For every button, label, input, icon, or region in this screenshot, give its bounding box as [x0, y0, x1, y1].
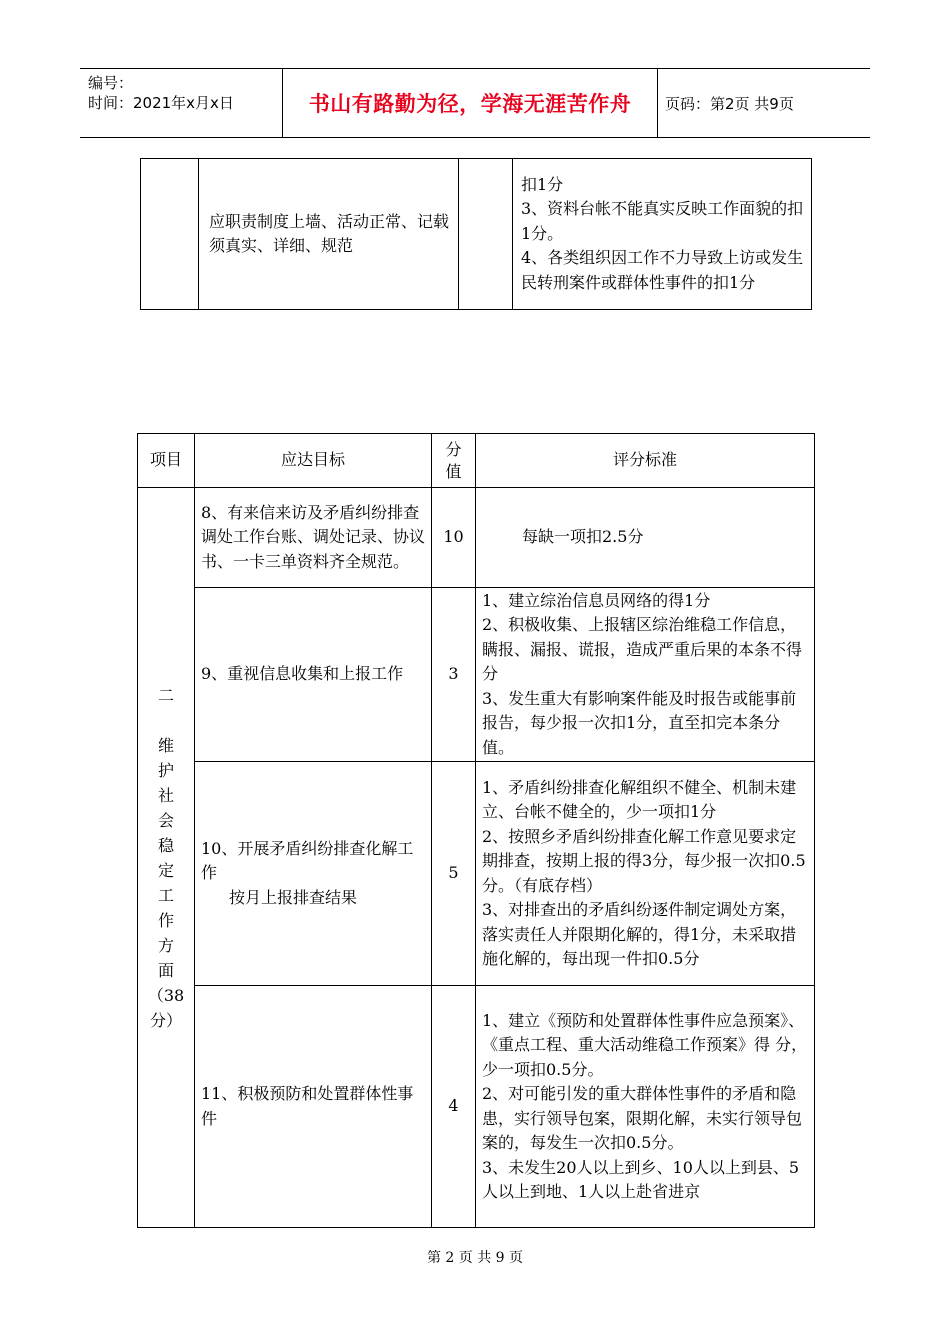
score-cell: 10 — [432, 488, 476, 588]
criteria-cell — [476, 762, 815, 986]
table-row — [141, 159, 812, 310]
target-text: 10、开展矛盾纠纷排查化解工作 — [201, 838, 414, 883]
page-header — [80, 68, 870, 138]
criteria-line: 扣1分 — [521, 174, 564, 194]
criteria-line: 3、发生重大有影响案件能及时报告或能事前报告，每少报一次扣1分，直至扣完本条分值。 — [482, 688, 797, 757]
page-indicator: 页码：第2页 共9页 — [665, 94, 794, 113]
time-label: 时间：2021年x月x日 — [88, 94, 234, 112]
category-char: 分） — [149, 1010, 182, 1030]
header-score: 分值 — [432, 434, 476, 488]
table-row — [138, 762, 815, 986]
category-char: 方 — [157, 935, 174, 955]
category-char: 定 — [157, 860, 174, 880]
score-cell — [459, 159, 513, 310]
table-row — [138, 588, 815, 762]
score-cell: 3 — [432, 588, 476, 762]
category-char: 社 — [157, 785, 174, 805]
continuation-table — [140, 158, 812, 310]
category-char: （38 — [147, 985, 185, 1005]
criteria-line: 1、建立《预防和处置群体性事件应急预案》、《重点工程、重大活动维稳工作预案》得 分，少一项扣0.5分。 — [482, 1010, 808, 1079]
criteria-cell — [476, 488, 815, 588]
table-row — [138, 986, 815, 1228]
target-text: 11、积极预防和处置群体性事件 — [201, 1084, 414, 1128]
header-criteria: 评分标准 — [476, 434, 815, 488]
criteria-line: 2、积极收集、上报辖区综治维稳工作信息，瞒报、漏报、谎报，造成严重后果的本条不得分 — [482, 615, 803, 684]
criteria-line: 3、对排查出的矛盾纠纷逐件制定调处方案，落实责任人并限期化解的，得1分，未采取措施化解的，每出现一件扣0.5分 — [482, 900, 797, 968]
category-char: 面 — [157, 960, 174, 980]
item-cell — [141, 159, 199, 310]
page-footer: 第 2 页 共 9 页 — [426, 1250, 524, 1266]
criteria-line: 1、矛盾纠纷排查化解组织不健全、机制未建立、台帐不健全的，少一项扣1分 — [482, 777, 797, 821]
category-char: 维 — [157, 735, 174, 755]
target-text: 8、有来信来访及矛盾纠纷排查调处工作台账、调处记录、协议书、一卡三单资料齐全规范。 — [201, 502, 426, 571]
category-cell — [138, 488, 195, 1228]
target-cell — [195, 588, 432, 762]
number-label: 编号： — [88, 74, 134, 92]
target-cell — [195, 762, 432, 986]
header-item: 项目 — [138, 434, 195, 488]
criteria-cell — [476, 986, 815, 1228]
header-target: 应达目标 — [195, 434, 432, 488]
criteria-cell — [513, 159, 812, 310]
scoring-table — [137, 433, 815, 1228]
score-cell: 4 — [432, 986, 476, 1228]
category-char: 工 — [157, 885, 174, 905]
target-cell — [195, 986, 432, 1228]
target-cell: 应职责制度上墙、活动正常、记载须真实、详细、规范 — [199, 159, 459, 310]
criteria-line: 每缺一项扣2.5分 — [522, 527, 644, 547]
criteria-line: 3、资料台帐不能真实反映工作面貌的扣1分。 — [521, 199, 804, 243]
criteria-line: 4、各类组织因工作不力导致上访或发生民转刑案件或群体性事件的扣1分 — [521, 248, 804, 292]
criteria-cell — [476, 588, 815, 762]
table-row — [138, 488, 815, 588]
category-num: 二 — [157, 685, 174, 705]
criteria-line: 1、建立综治信息员网络的得1分 — [482, 590, 711, 610]
criteria-line: 2、对可能引发的重大群体性事件的矛盾和隐患，实行领导包案，限期化解，未实行领导包案的，每发生一次扣0.5分。 — [482, 1084, 803, 1152]
score-cell: 5 — [432, 762, 476, 986]
category-char: 作 — [157, 910, 174, 930]
motto: 书山有路勤为径，学海无涯苦作舟 — [308, 92, 632, 116]
target-text: 9、重视信息收集和上报工作 — [201, 664, 404, 684]
category-char: 稳 — [157, 835, 174, 855]
category-char: 会 — [157, 810, 174, 830]
target-cell — [195, 488, 432, 588]
criteria-line: 3、未发生20人以上到乡、10人以上到县、5人以上到地、1人以上赴省进京 — [482, 1157, 800, 1201]
category-char: 护 — [157, 760, 174, 780]
criteria-line: 2、按照乡矛盾纠纷排查化解工作意见要求定期排查，按期上报的得3分，每少报一次扣0.5分。（有底存档） — [482, 826, 806, 895]
header-motto-cell — [282, 69, 658, 137]
header-row — [138, 434, 815, 488]
header-meta — [80, 69, 282, 137]
target-text: 按月上报排查结果 — [229, 887, 358, 907]
